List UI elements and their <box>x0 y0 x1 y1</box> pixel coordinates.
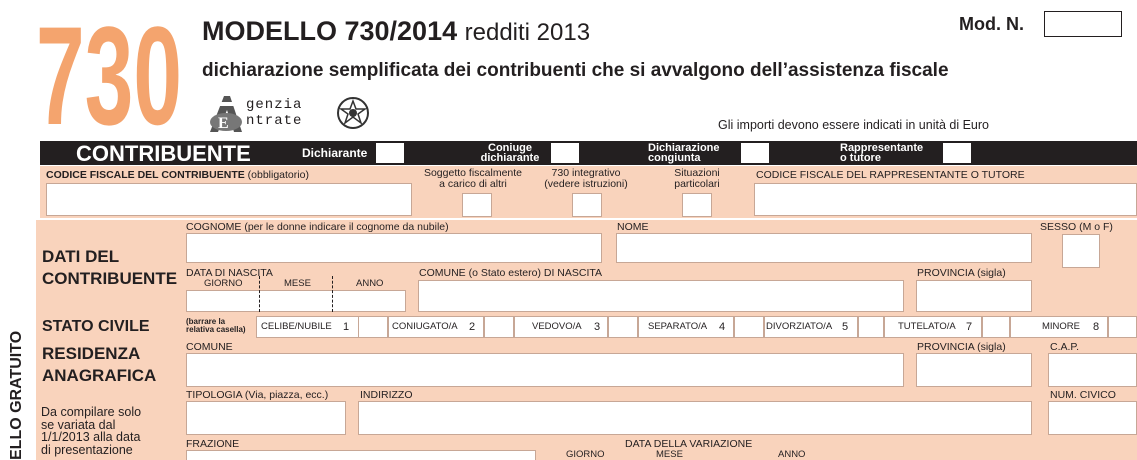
minore-checkbox[interactable] <box>1108 316 1137 338</box>
coniugato-num: 2 <box>469 321 476 333</box>
indirizzo-label: INDIRIZZO <box>360 389 413 401</box>
separato-num: 4 <box>719 321 726 333</box>
divorziato-num: 5 <box>842 321 849 333</box>
provincia-nascita-label: PROVINCIA (sigla) <box>917 267 1006 279</box>
residenza-note: Da compilare solo se variata dal 1/1/2013 alla data di presentazione <box>41 405 142 457</box>
emblem-icon <box>336 96 370 130</box>
comune-residenza-label: COMUNE <box>186 341 233 353</box>
tutelato-checkbox[interactable] <box>982 316 1010 338</box>
side-label-text: ELLO GRATUITO <box>8 330 25 460</box>
cf-rappresentante-input[interactable] <box>754 183 1137 216</box>
vedovo-num: 3 <box>594 321 601 333</box>
tutelato-num: 7 <box>966 321 973 333</box>
indirizzo-input[interactable] <box>358 401 1032 435</box>
logo-number: 730 <box>36 2 182 132</box>
situazioni-input[interactable] <box>682 193 712 217</box>
contribuente-title: CONTRIBUENTE <box>76 141 251 166</box>
svg-text:E: E <box>218 115 229 132</box>
celibe-checkbox[interactable] <box>358 316 388 338</box>
cf-rappresentante-label: CODICE FISCALE DEL RAPPRESENTANTE O TUTORE <box>756 169 1025 181</box>
cognome-label: COGNOME (per le donne indicare il cognome da nubile) <box>186 221 449 233</box>
stato-civile-title: STATO CIVILE <box>42 318 150 335</box>
modello-730-logo <box>36 2 186 132</box>
dichiarante-checkbox[interactable] <box>376 143 404 163</box>
comune-residenza-input[interactable] <box>186 353 904 387</box>
congiunta-checkbox[interactable] <box>741 143 769 163</box>
data-nascita-label: DATA DI NASCITA <box>186 267 273 279</box>
codice-fiscale-input[interactable] <box>46 183 412 216</box>
cap-input[interactable] <box>1048 353 1137 387</box>
agenzia-entrate-logo <box>206 92 376 136</box>
num-civico-label: NUM. CIVICO <box>1050 389 1116 401</box>
form-subtitle: dichiarazione semplificata dei contribuenti che si avvalgono dell’assistenza fiscale <box>202 60 949 81</box>
tipologia-input[interactable] <box>186 401 346 435</box>
nascita-divider-1 <box>259 276 260 312</box>
coniugato-checkbox[interactable] <box>484 316 514 338</box>
comune-nascita-input[interactable] <box>418 280 904 312</box>
divorziato-checkbox[interactable] <box>858 316 884 338</box>
divorziato-label: DIVORZIATO/A <box>766 321 833 332</box>
dati-contribuente-title: DATI DEL CONTRIBUENTE <box>42 247 178 288</box>
form-title <box>202 16 590 47</box>
cognome-input[interactable] <box>186 233 602 263</box>
integrativo-input[interactable] <box>572 193 602 217</box>
residenza-title: RESIDENZA ANAGRAFICA <box>42 344 157 385</box>
minore-label: MINORE <box>1042 321 1080 332</box>
rappresentante-label: Rappresentante o tutore <box>840 142 924 164</box>
nome-label: NOME <box>617 221 649 233</box>
variazione-giorno-label: GIORNO <box>566 449 605 460</box>
frazione-input[interactable] <box>186 450 536 460</box>
integrativo-label: 730 integrativo (vedere istruzioni) <box>544 167 628 190</box>
nascita-divider-2 <box>332 276 333 312</box>
num-civico-input[interactable] <box>1048 401 1137 435</box>
coniuge-label: Coniuge dichiarante <box>480 142 540 164</box>
comune-nascita-label: COMUNE (o Stato estero) DI NASCITA <box>419 267 603 279</box>
minore-num: 8 <box>1093 321 1100 333</box>
variazione-anno-label: ANNO <box>778 449 806 460</box>
rappresentante-checkbox[interactable] <box>943 143 971 163</box>
vedovo-label: VEDOVO/A <box>532 321 582 332</box>
form-title-main: MODELLO 730/2014 <box>202 16 458 46</box>
celibe-num: 1 <box>343 321 350 333</box>
separato-label: SEPARATO/A <box>648 321 708 332</box>
nascita-mese-label: MESE <box>284 278 311 289</box>
dichiarante-label: Dichiarante <box>302 146 368 160</box>
agenzia-a-icon <box>206 92 246 136</box>
frazione-label: FRAZIONE <box>186 438 240 450</box>
coniugato-label: CONIUGATO/A <box>392 321 458 332</box>
agenzia-line2: ntrate <box>246 113 303 129</box>
cap-label: C.A.P. <box>1050 341 1079 353</box>
codice-fiscale-label: CODICE FISCALE DEL CONTRIBUENTE (obbligatorio) <box>46 169 309 181</box>
situazioni-label: Situazioni particolari <box>674 167 720 190</box>
separato-checkbox[interactable] <box>734 316 764 338</box>
nascita-giorno-label: GIORNO <box>204 278 243 289</box>
agenzia-line1: genzia <box>246 97 303 113</box>
vedovo-checkbox[interactable] <box>608 316 638 338</box>
barrare-note: (barrare la relativa casella) <box>186 317 246 334</box>
side-label <box>5 300 25 460</box>
mod-n-input[interactable] <box>1044 11 1122 37</box>
tipologia-label: TIPOLOGIA (Via, piazza, ecc.) <box>186 389 329 401</box>
nome-input[interactable] <box>616 233 1032 263</box>
soggetto-label: Soggetto fiscalmente a carico di altri <box>423 167 523 190</box>
sesso-input[interactable] <box>1062 234 1100 268</box>
tutelato-label: TUTELATO/A <box>898 321 956 332</box>
amounts-note: Gli importi devono essere indicati in unità di Euro <box>718 118 989 132</box>
nascita-anno-label: ANNO <box>356 278 384 289</box>
data-variazione-label: DATA DELLA VARIAZIONE <box>625 438 753 450</box>
form-title-year: redditi 2013 <box>464 19 591 46</box>
provincia-nascita-input[interactable] <box>916 280 1032 312</box>
variazione-mese-label: MESE <box>656 449 683 460</box>
provincia-residenza-input[interactable] <box>916 353 1032 387</box>
mod-n-label: Mod. N. <box>959 14 1024 34</box>
provincia-residenza-label: PROVINCIA (sigla) <box>917 341 1006 353</box>
sesso-label: SESSO (M o F) <box>1040 221 1113 233</box>
data-nascita-input[interactable] <box>186 290 406 312</box>
congiunta-label: Dichiarazione congiunta <box>648 142 720 164</box>
celibe-label: CELIBE/NUBILE <box>261 321 332 332</box>
coniuge-checkbox[interactable] <box>551 143 579 163</box>
soggetto-checkbox[interactable] <box>462 193 492 217</box>
